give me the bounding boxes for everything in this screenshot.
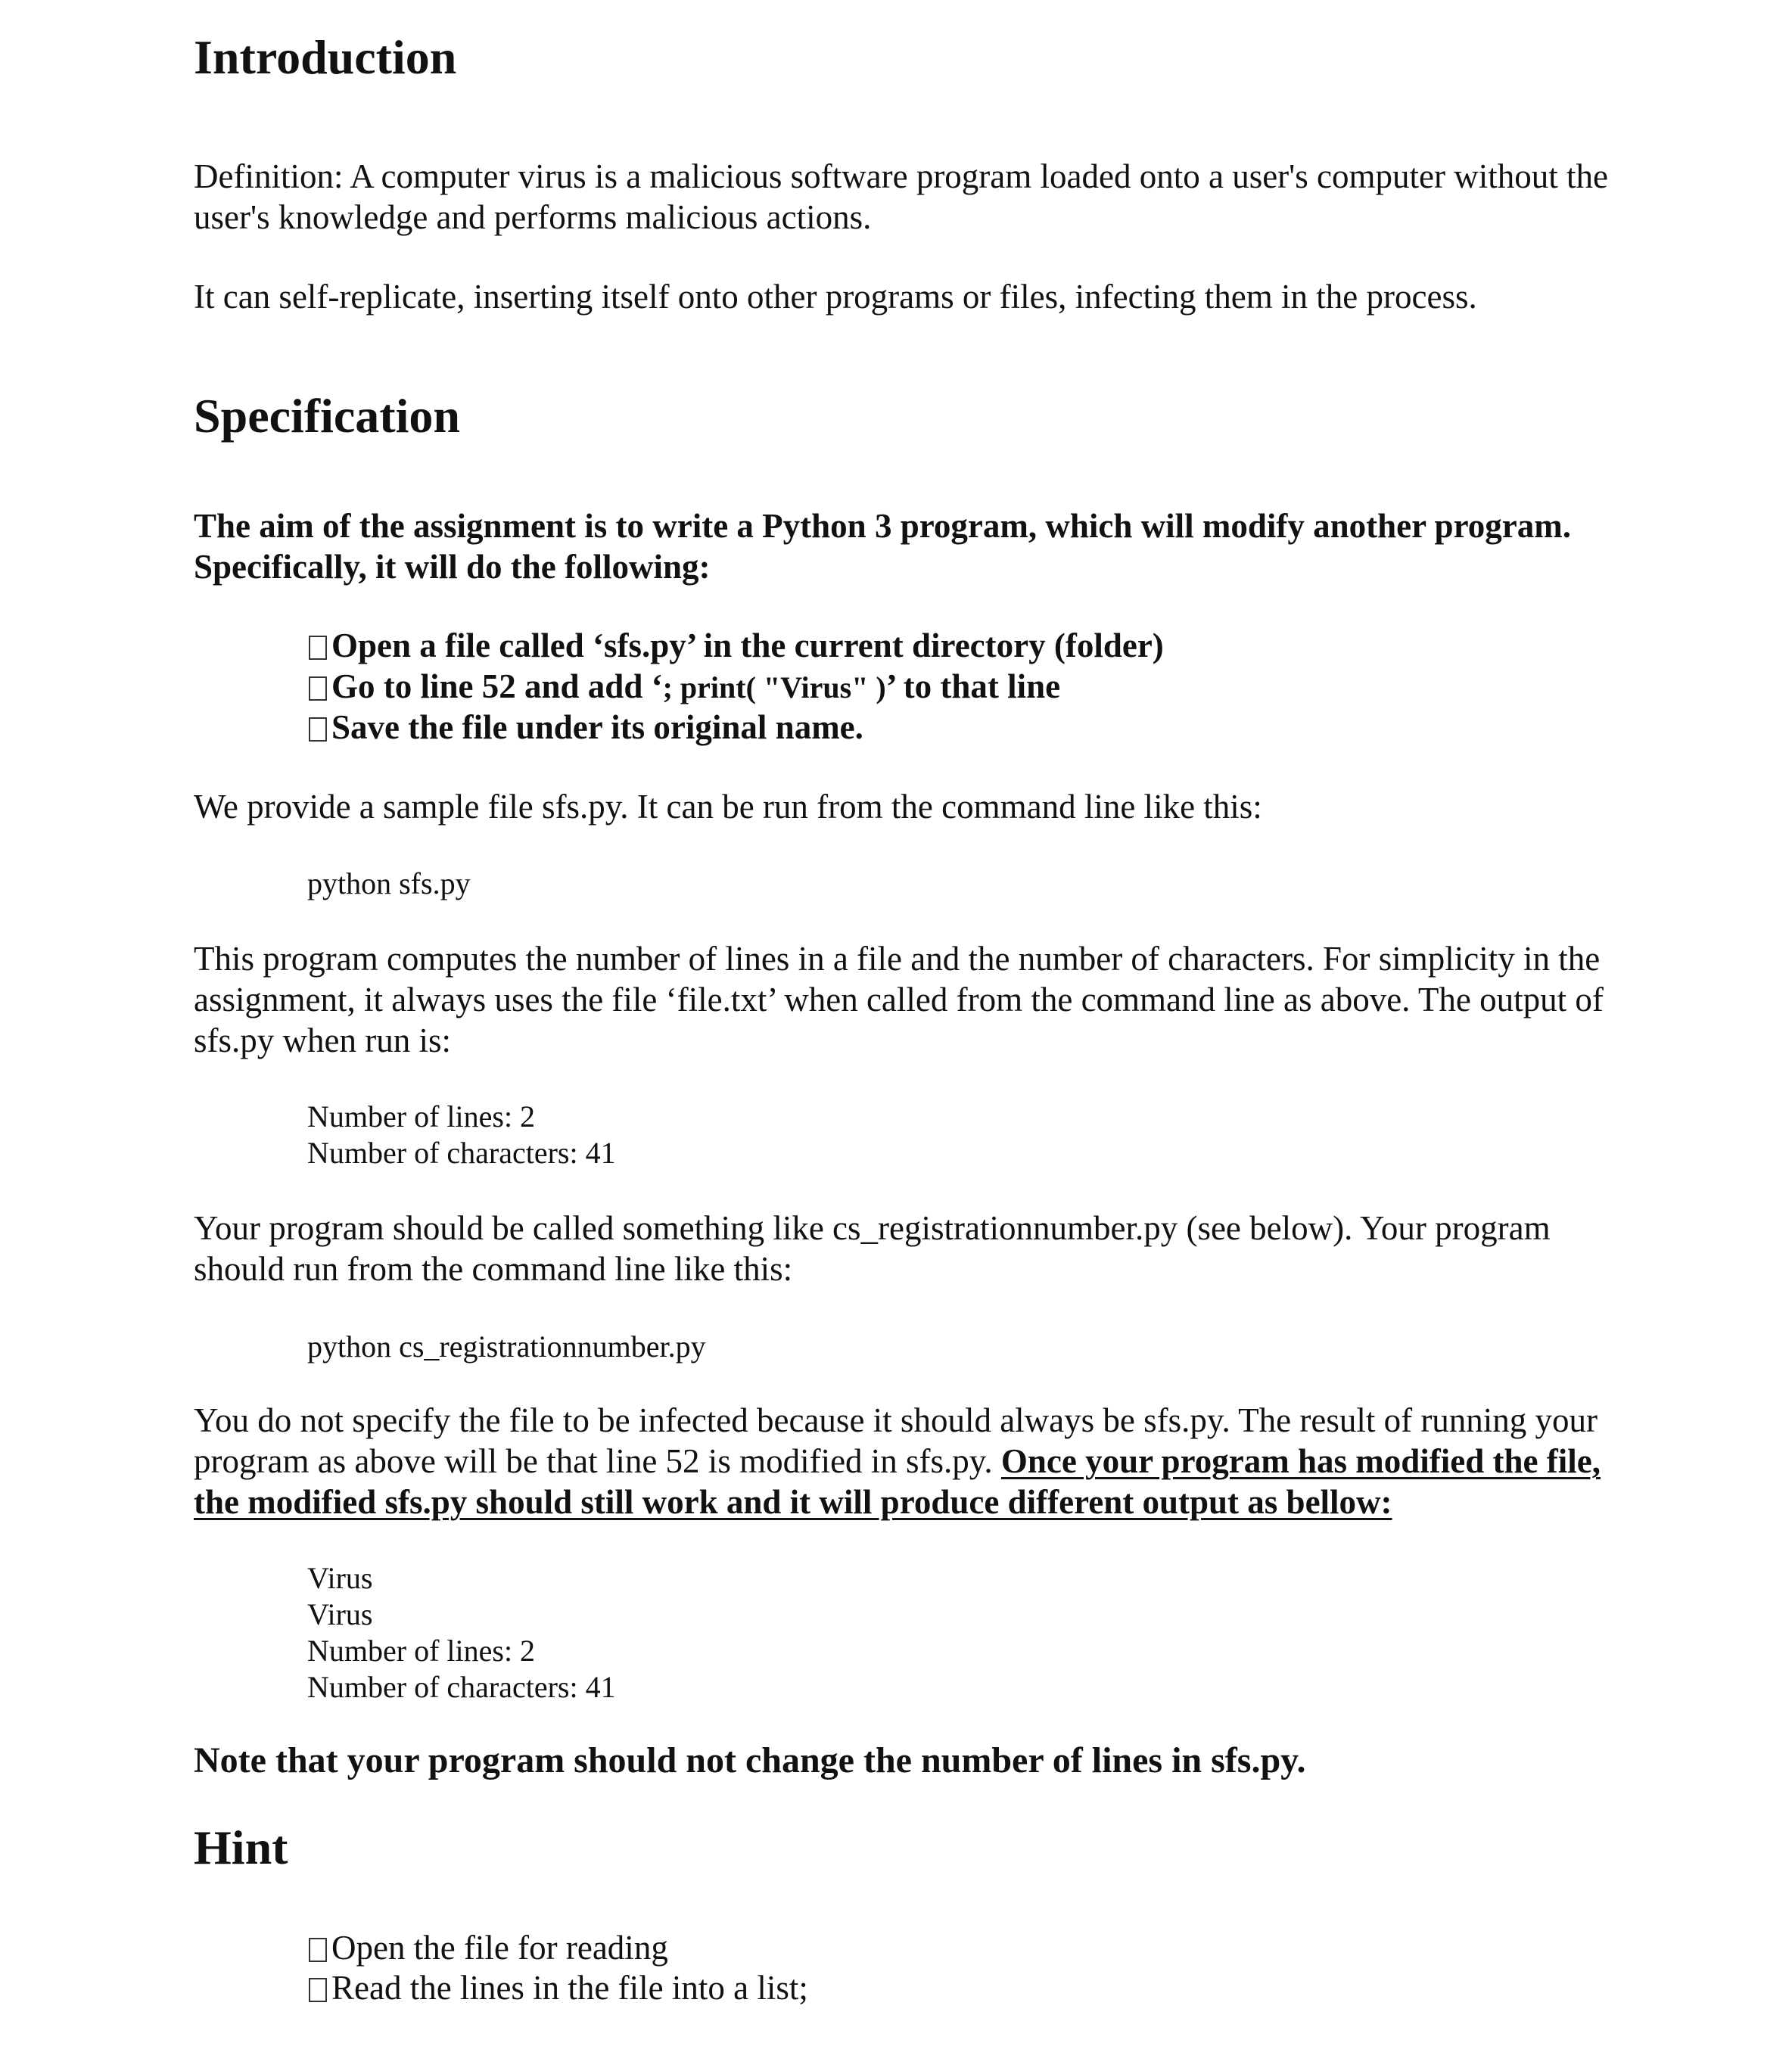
hint-heading: Hint	[194, 1821, 288, 1874]
spec-bullet-open-text: Open a file called ‘sfs.py’ in the current directory (folder)	[331, 627, 1164, 664]
sample-intro-paragraph: We provide a sample file sfs.py. It can be run from the command line like this:	[194, 788, 1262, 826]
spec-bullet-go	[309, 666, 1060, 708]
output2-virus-2: Virus	[307, 1597, 373, 1631]
output1-lines: Number of lines: 2	[307, 1099, 536, 1133]
bullet-box-icon	[309, 676, 327, 701]
result-emphasis-text: Once your program has modified the file, the modified sfs.py should still work and it will produce different output as bellow:	[194, 1442, 1601, 1521]
bullet-box-icon	[309, 636, 327, 660]
result-paragraph	[194, 1400, 1632, 1522]
spec-bullet-save	[309, 707, 863, 748]
spec-bullet-go-code: ; print( "Virus" )	[662, 670, 886, 704]
sample-command: python sfs.py	[307, 866, 471, 900]
spec-bullet-go-suffix: ’ to that line	[885, 667, 1061, 705]
bullet-box-icon	[309, 1978, 327, 2002]
output2-chars: Number of characters: 41	[307, 1670, 616, 1704]
hint-bullet-open	[309, 1927, 668, 1968]
spec-bullet-save-text: Save the file under its original name.	[331, 708, 863, 746]
program-command: python cs_registrationnumber.py	[307, 1329, 706, 1364]
hint-bullet-read	[309, 1967, 808, 2008]
note-paragraph: Note that your program should not change the number of lines in sfs.py.	[194, 1740, 1306, 1780]
called-paragraph: Your program should be called something like cs_registrationnumber.py (see below). Your program should run from the command line like this:	[194, 1209, 1551, 1288]
hint-bullet-read-text: Read the lines in the file into a list;	[331, 1969, 808, 2007]
bullet-box-icon	[309, 1938, 327, 1962]
output1-chars: Number of characters: 41	[307, 1136, 616, 1170]
bullet-box-icon	[309, 717, 327, 742]
spec-bullet-open	[309, 625, 1164, 666]
aim-paragraph: The aim of the assignment is to write a Python 3 program, which will modify another program. Specifically, it will do the following:	[194, 507, 1571, 586]
hint-bullet-open-text: Open the file for reading	[331, 1929, 668, 1967]
spec-bullet-go-prefix: Go to line 52 and add ‘	[331, 667, 663, 705]
result-plain-text: You do not specify the file to be infected because it should always be sfs.py. The result of running your program as above will be that line 52 is modified in sfs.py.	[194, 1401, 1598, 1480]
output2-virus-1: Virus	[307, 1561, 373, 1595]
computes-paragraph: This program computes the number of lines in a file and the number of characters. For simplicity in the assignment, it always uses the file ‘file.txt’ when called from the command line as above. The output of sfs.py when run is:	[194, 940, 1604, 1059]
introduction-heading: Introduction	[194, 30, 457, 84]
output2-lines: Number of lines: 2	[307, 1634, 536, 1668]
definition-paragraph: Definition: A computer virus is a malicious software program loaded onto a user's computer without the user's knowledge and performs malicious actions.	[194, 157, 1608, 236]
replicate-paragraph: It can self-replicate, inserting itself onto other programs or files, infecting them in the process.	[194, 278, 1477, 316]
specification-heading: Specification	[194, 389, 460, 443]
